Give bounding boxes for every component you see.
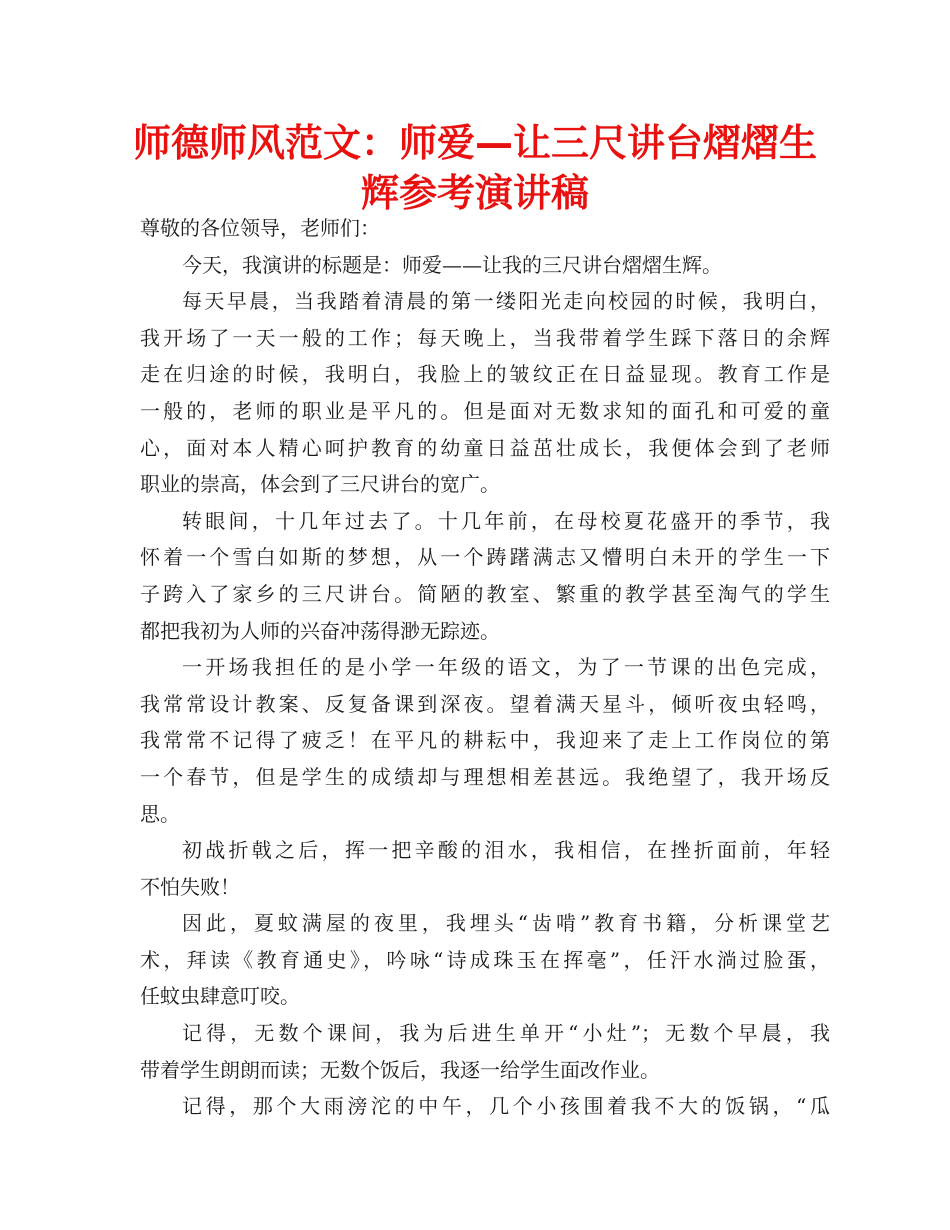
text-line: 转眼间，十几年过去了。十几年前，在母校夏花盛开的季节，我 <box>182 508 830 533</box>
text-line: 都把我初为人师的兴奋冲荡得渺无踪迹。 <box>140 618 500 643</box>
text-line: 术，拜读《教育通史》，吟咏“诗成珠玉在挥毫”，任汗水淌过脸蛋， <box>140 947 830 972</box>
text-line: 我常常设计教案、反复备课到深夜。望着满天星斗，倾听夜虫轻鸣， <box>140 691 830 716</box>
document-body <box>140 210 830 1125</box>
text-line: 思。 <box>140 801 180 826</box>
text-line: 尊敬的各位领导，老师们： <box>140 216 380 240</box>
text-line: 今天，我演讲的标题是：师爱——让我的三尺讲台熠熠生辉。 <box>182 252 722 277</box>
text-line: 一个春节，但是学生的成绩却与理想相差甚远。我绝望了，我开场反 <box>140 764 830 789</box>
text-line: 子跨入了家乡的三尺讲台。简陋的教室、繁重的教学甚至淘气的学生 <box>140 581 830 606</box>
title-line: 辉参考演讲稿 <box>360 171 589 215</box>
text-line: 职业的崇高，体会到了三尺讲台的宽广。 <box>140 472 500 497</box>
text-line: 走在归途的时候，我明白，我脸上的皱纹正在日益显现。教育工作是 <box>140 362 830 387</box>
title-line: 师德师风范文：师爱—让三尺讲台熠熠生 <box>132 121 817 165</box>
text-line: 一开场我担任的是小学一年级的语文，为了一节课的出色完成， <box>182 655 830 680</box>
text-line: 心，面对本人精心呵护教育的幼童日益茁壮成长，我便体会到了老师 <box>140 435 830 460</box>
text-line: 初战折戟之后，挥一把辛酸的泪水，我相信，在挫折面前，年轻 <box>182 838 830 863</box>
text-line: 我常常不记得了疲乏！在平凡的耕耘中，我迎来了走上工作岗位的第 <box>140 728 830 753</box>
text-line: 我开场了一天一般的工作；每天晚上，当我带着学生踩下落日的余辉 <box>140 325 830 350</box>
text-line: 因此，夏蚊满屋的夜里，我埋头“齿啃”教育书籍，分析课堂艺 <box>182 911 830 936</box>
document-title <box>0 118 950 218</box>
text-line: 怀着一个雪白如斯的梦想，从一个踌躇满志又懵明白未开的学生一下 <box>140 545 830 570</box>
text-line: 一般的，老师的职业是平凡的。但是面对无数求知的面孔和可爱的童 <box>140 398 830 423</box>
text-line: 记得，那个大雨滂沱的中午，几个小孩围着我不大的饭锅，“瓜 <box>182 1094 830 1119</box>
text-line: 记得，无数个课间，我为后进生单开“小灶”；无数个早晨，我 <box>182 1021 830 1046</box>
text-line: 带着学生朗朗而读；无数个饭后，我逐一给学生面改作业。 <box>140 1057 660 1082</box>
text-line: 每天早晨，当我踏着清晨的第一缕阳光走向校园的时候，我明白， <box>182 289 830 314</box>
text-line: 任蚊虫肆意叮咬。 <box>140 984 300 1009</box>
text-line: 不怕失败！ <box>140 874 240 899</box>
